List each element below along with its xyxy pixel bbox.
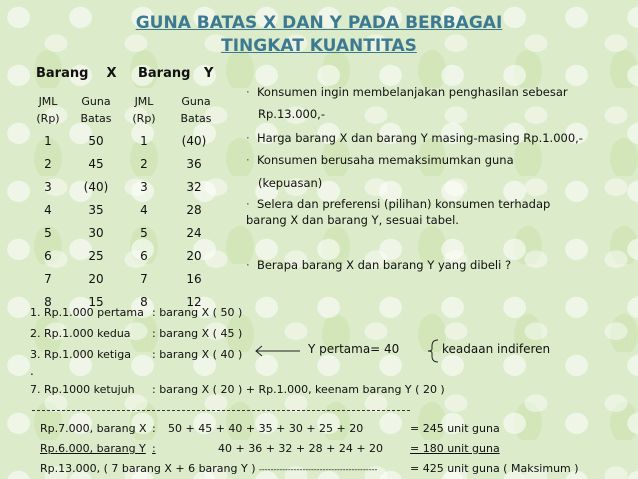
step-1-value: : barang X ( 50 ): [152, 306, 243, 319]
table-cell-guna-y: 12: [186, 295, 202, 309]
header-guna-y: Guna Batas: [180, 95, 212, 125]
step-1-label: 1. Rp.1.000 pertama: [30, 306, 144, 319]
table-cell-jml-x: 6: [44, 249, 52, 263]
step-3-label: 3. Rp.1.000 ketiga: [30, 348, 131, 361]
table-cell-jml-x: 1: [44, 134, 52, 148]
summary-x-result: = 245 unit guna: [410, 422, 500, 435]
table-cell-jml-y: 5: [140, 226, 148, 240]
table-cell-jml-y: 6: [140, 249, 148, 263]
header-guna-x: Guna Batas: [80, 95, 112, 125]
table-cell-jml-x: 2: [44, 157, 52, 171]
summary-y-expr: 40 + 36 + 32 + 28 + 24 + 20: [218, 442, 384, 455]
bullet-income: · Konsumen ingin membelanjakan penghasilan sebesar: [246, 85, 568, 99]
bullet-maximize-note: (kepuasan): [258, 176, 323, 190]
table-cell-jml-x: 4: [44, 203, 52, 217]
table-cell-guna-x: 20: [88, 272, 104, 286]
table-cell-guna-y: 16: [186, 272, 202, 286]
table-cell-jml-x: 5: [44, 226, 52, 240]
group-header-y: Barang Y: [138, 66, 214, 81]
table-cell-guna-x: (40): [83, 180, 109, 194]
title-line-2: TINGKAT KUANTITAS: [221, 36, 417, 56]
table-cell-jml-x: 7: [44, 272, 52, 286]
table-cell-guna-y: 32: [186, 180, 202, 194]
table-cell-guna-x: 25: [88, 249, 104, 263]
table-cell-guna-y: 36: [186, 157, 202, 171]
table-cell-guna-x: 35: [88, 203, 104, 217]
summary-total-result: = 425 unit guna ( Maksimum ): [410, 462, 579, 475]
table-cell-guna-y: 24: [186, 226, 202, 240]
bullet-preference: · Selera dan preferensi (pilihan) konsumen terhadap: [246, 197, 551, 211]
summary-y-label: Rp.6.000, barang Y: [40, 442, 146, 455]
step-2-label: 2. Rp.1.000 kedua: [30, 327, 131, 340]
table-cell-guna-x: 45: [88, 157, 104, 171]
summary-y-colon: :: [152, 442, 156, 455]
step-7-value: : barang X ( 20 ) + Rp.1.000, keenam barang Y ( 20 ): [152, 383, 445, 396]
table-cell-guna-x: 15: [88, 295, 104, 309]
header-jml-x: JML (Rp): [36, 95, 60, 125]
table-cell-jml-x: 8: [44, 295, 52, 309]
table-cell-jml-y: 2: [140, 157, 148, 171]
step-7-label: 7. Rp.1000 ketujuh: [30, 383, 135, 396]
table-cell-jml-y: 7: [140, 272, 148, 286]
summary-x-expr: 50 + 45 + 40 + 35 + 30 + 25 + 20: [168, 422, 364, 435]
table-cell-guna-y: 28: [186, 203, 202, 217]
summary-x-colon: :: [152, 422, 156, 435]
bullet-preference-cont: barang X dan barang Y, sesuai tabel.: [246, 213, 459, 227]
table-cell-jml-y: 1: [140, 134, 148, 148]
table-cell-guna-y: (40): [181, 134, 207, 148]
summary-y-result: = 180 unit guna: [410, 442, 500, 455]
bullet-income-amount: Rp.13.000,-: [258, 107, 325, 121]
ellipsis-dot: .: [30, 364, 34, 378]
indifference-label: keadaan indiferen: [442, 342, 551, 356]
table-cell-jml-x: 3: [44, 180, 52, 194]
table-cell-guna-x: 50: [88, 134, 104, 148]
table-cell-guna-y: 20: [186, 249, 202, 263]
bullet-price: · Harga barang X dan barang Y masing-masing Rp.1.000,-: [246, 131, 583, 145]
header-jml-y: JML (Rp): [132, 95, 156, 125]
table-cell-jml-y: 3: [140, 180, 148, 194]
title-line-1: GUNA BATAS X DAN Y PADA BERBAGAI: [135, 13, 503, 33]
summary-x-label: Rp.7.000, barang X: [40, 422, 147, 435]
separator-line: [32, 410, 410, 411]
step-3-value: : barang X ( 40 ): [152, 348, 243, 361]
table-cell-jml-y: 8: [140, 295, 148, 309]
bullet-question: · Berapa barang X dan barang Y yang dibeli ?: [246, 258, 512, 272]
step-2-value: : barang X ( 45 ): [152, 327, 243, 340]
table-cell-jml-y: 4: [140, 203, 148, 217]
bullet-maximize: · Konsumen berusaha memaksimumkan guna: [246, 153, 514, 167]
table-cell-guna-x: 30: [88, 226, 104, 240]
group-header-x: Barang X: [36, 66, 117, 81]
summary-total-label: Rp.13.000, ( 7 barang X + 6 barang Y ) -----------------------------------------: [40, 462, 378, 475]
indifference-y-first: Y pertama= 40: [308, 342, 400, 356]
